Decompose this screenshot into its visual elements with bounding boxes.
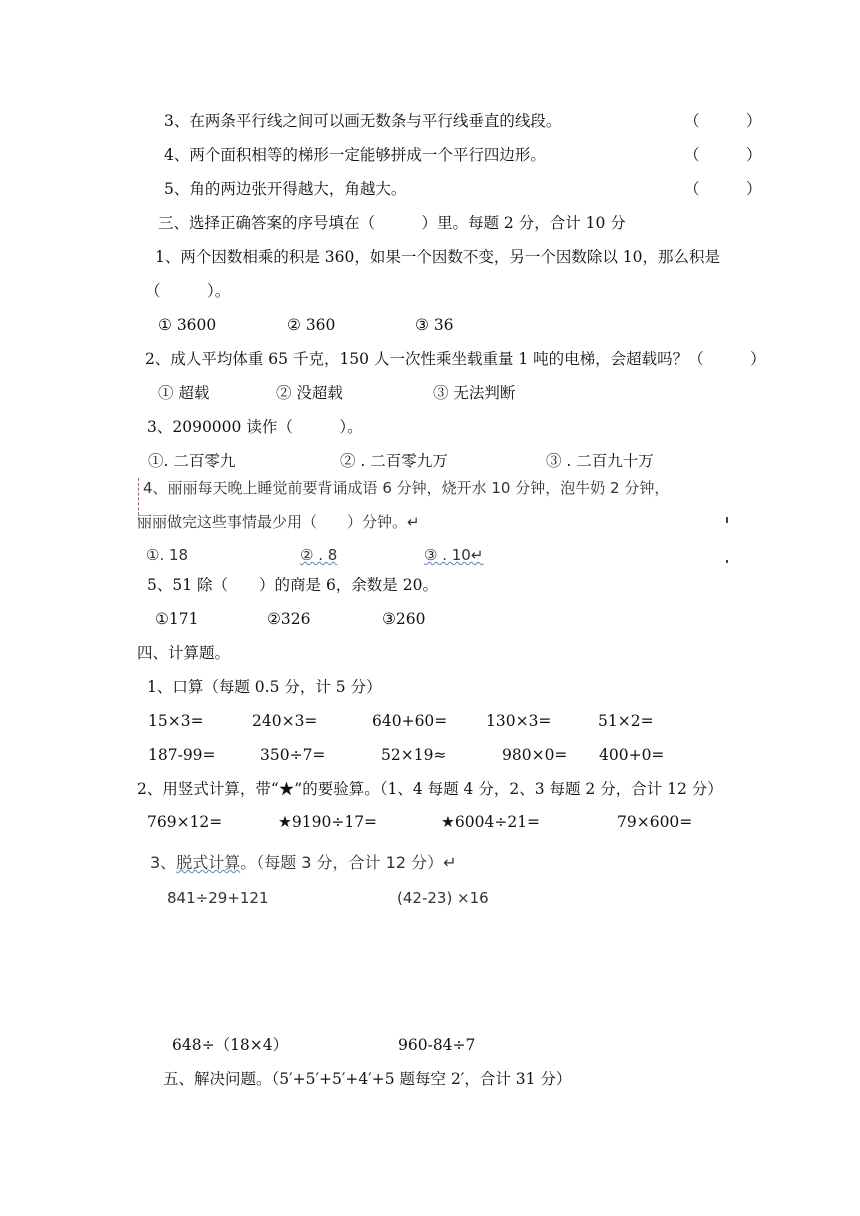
choice-q1-option-1[interactable]: ① 3600 bbox=[158, 316, 217, 334]
judgement-answer-3[interactable]: （ ） bbox=[684, 112, 762, 130]
vertical-calc-item: 79×600= bbox=[617, 813, 693, 831]
choice-q5-option-1[interactable]: ①171 bbox=[155, 610, 199, 628]
oral-calc-item: 400+0= bbox=[599, 746, 665, 764]
scan-dot-mark bbox=[726, 560, 728, 563]
choice-q4-option-1[interactable]: ①. 18 bbox=[146, 546, 189, 564]
choice-q2-option-2[interactable]: ② 没超载 bbox=[276, 384, 343, 402]
choice-q5-option-3[interactable]: ③260 bbox=[382, 610, 426, 628]
stepwise-calc-item: (42-23) ×16 bbox=[397, 889, 489, 907]
judgement-item-3: 3、在两条平行线之间可以画无数条与平行线垂直的线段。 bbox=[164, 112, 562, 130]
choice-q5-text: 5、51 除（ ）的商是 6，余数是 20。 bbox=[147, 576, 438, 594]
oral-calc-item: 187-99= bbox=[148, 746, 216, 764]
scan-dot-mark bbox=[726, 517, 728, 523]
oral-calc-item: 980×0= bbox=[502, 746, 568, 764]
oral-calc-item: 15×3= bbox=[148, 712, 204, 730]
oral-calc-item: 640+60= bbox=[372, 712, 448, 730]
choice-q4-option-3[interactable]: ③ . 10↵ bbox=[424, 546, 484, 564]
choice-q4-text: 4、丽丽每天晚上睡觉前要背诵成语 6 分钟，烧开水 10 分钟，泡牛奶 2 分钟， bbox=[143, 479, 670, 497]
stepwise-calc-item: 841÷29+121 bbox=[167, 889, 269, 907]
vertical-calc-item: ★6004÷21= bbox=[441, 813, 541, 831]
choice-q2-option-1[interactable]: ① 超载 bbox=[158, 384, 210, 402]
choice-q1-text: 1、两个因数相乘的积是 360，如果一个因数不变，另一个因数除以 10，那么积是 bbox=[155, 248, 721, 266]
oral-calc-item: 130×3= bbox=[486, 712, 552, 730]
stepwise-calc-item: 960-84÷7 bbox=[398, 1036, 476, 1054]
judgement-answer-4[interactable]: （ ） bbox=[684, 146, 762, 164]
choice-q2-option-3[interactable]: ③ 无法判断 bbox=[433, 384, 516, 402]
vertical-calc-item: ★9190÷17= bbox=[278, 813, 378, 831]
oral-calc-title: 1、口算（每题 0.5 分，计 5 分） bbox=[147, 678, 382, 696]
oral-calc-item: 240×3= bbox=[252, 712, 318, 730]
stepwise-calc-item: 648÷（18×4） bbox=[172, 1036, 289, 1054]
stepwise-calc-title: 3、脱式计算。（每题 3 分，合计 12 分）↵ bbox=[150, 853, 457, 872]
choice-q3-option-2[interactable]: ② . 二百零九万 bbox=[340, 452, 448, 470]
oral-calc-item: 52×19≈ bbox=[381, 746, 447, 764]
choice-q1-option-3[interactable]: ③ 36 bbox=[415, 316, 454, 334]
choice-q3-text: 3、2090000 读作（ ）。 bbox=[147, 418, 363, 436]
judgement-item-4: 4、两个面积相等的梯形一定能够拼成一个平行四边形。 bbox=[164, 146, 546, 164]
choice-q4-blank[interactable]: 丽丽做完这些事情最少用（ ）分钟。↵ bbox=[137, 513, 420, 531]
oral-calc-item: 51×2= bbox=[598, 712, 654, 730]
choice-q1-option-2[interactable]: ② 360 bbox=[287, 316, 336, 334]
oral-calc-item: 350÷7= bbox=[260, 746, 326, 764]
choice-q1-blank[interactable]: （ ）。 bbox=[145, 282, 231, 300]
choice-q4-option-2[interactable]: ② . 8 bbox=[300, 546, 338, 564]
choice-q3-option-3[interactable]: ③ . 二百九十万 bbox=[546, 452, 654, 470]
choice-q5-option-2[interactable]: ②326 bbox=[267, 610, 311, 628]
vertical-calc-title: 2、用竖式计算，带“★”的要验算。（1、4 每题 4 分，2、3 每题 2 分，合计 12 分） bbox=[137, 780, 723, 798]
judgement-item-5: 5、角的两边张开得越大，角越大。 bbox=[164, 180, 407, 198]
choice-q3-option-1[interactable]: ①. 二百零九 bbox=[148, 452, 236, 470]
judgement-answer-5[interactable]: （ ） bbox=[684, 180, 762, 198]
choice-heading: 三、选择正确答案的序号填在（ ）里。每题 2 分，合计 10 分 bbox=[158, 214, 626, 232]
choice-q2-text: 2、成人平均体重 65 千克，150 人一次性乘坐载重量 1 吨的电梯，会超载吗？（ ） bbox=[145, 350, 766, 368]
solve-heading: 五、解决问题。（5′+5′+5′+4′+5 题每空 2′，合计 31 分） bbox=[163, 1070, 572, 1088]
vertical-calc-item: 769×12= bbox=[147, 813, 223, 831]
calc-heading: 四、计算题。 bbox=[137, 644, 231, 662]
